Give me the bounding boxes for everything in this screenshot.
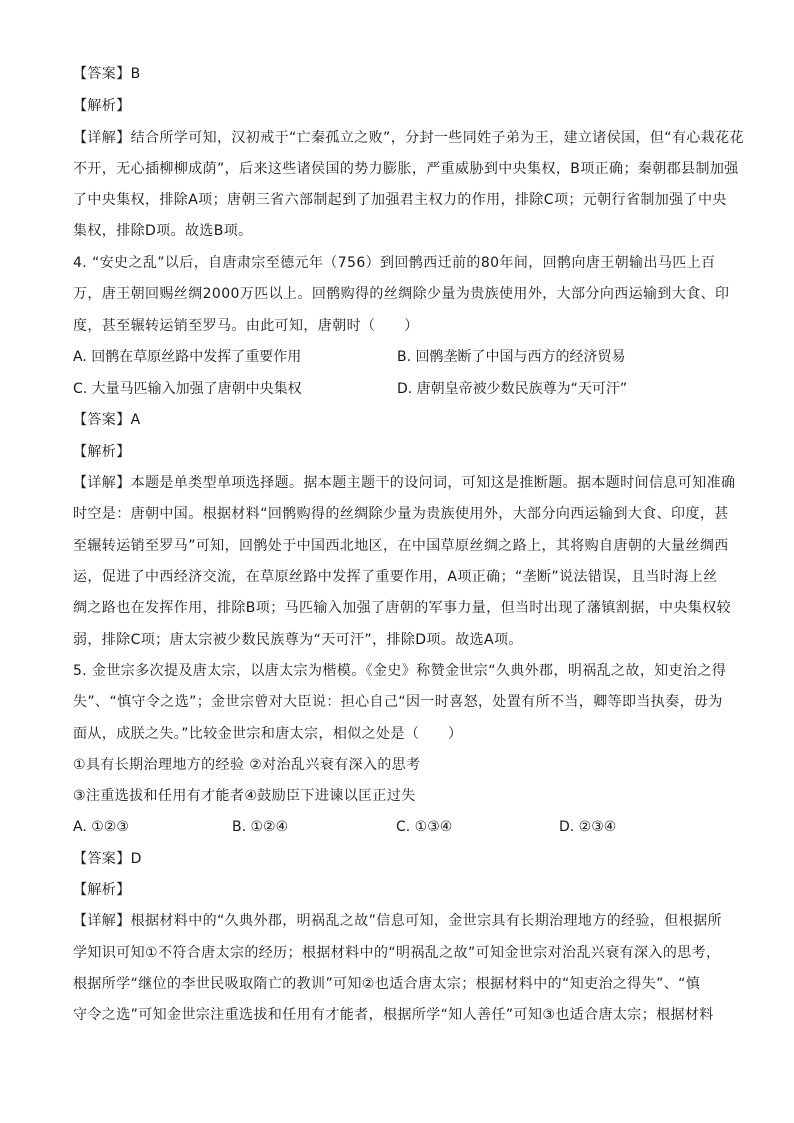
detail-q5-line3: 根据所学“继位的李世民吸取隋亡的教训”可知②也适合唐太宗；根据材料中的“知吏治之得失”、“慎: [73, 976, 701, 992]
detail-q3-line3: 了中央集权，排除A项；唐朝三省六部制起到了加强君主权力的作用，排除C项；元朝行省制加强了中央: [73, 192, 727, 208]
question-4-line3: 度，甚至辗转运销至罗马。由此可知，唐朝时（ ）: [73, 318, 419, 334]
detail-q5-line4: 守令之选”可知金世宗注重选拔和任用有才能者，根据所学“知人善任”可知③也适合唐太宗；根据材料: [73, 1007, 714, 1023]
detail-q4-line2: 时空是：唐朝中国。根据材料“回鹘购得的丝绸除少量为贵族使用外，大部分向西运输到大食、印度，甚: [73, 506, 729, 522]
answer-q5: 【答案】D: [73, 851, 142, 867]
question-4-line1: 4. “安史之乱”以后，自唐肃宗至德元年（756）到回鹘西迁前的80年间，回鹘向唐王朝输出马匹上百: [73, 255, 716, 271]
detail-q5-line1: 【详解】根据材料中的“久典外郡，明祸乱之故”信息可知，金世宗具有长期治理地方的经验，但根据所: [73, 913, 722, 929]
detail-q3-line4: 集权，排除D项。故选B项。: [73, 223, 253, 239]
detail-q4-line6: 弱，排除C项；唐太宗被少数民族尊为“天可汗”，排除D项。故选A项。: [73, 632, 523, 648]
answer-q4: 【答案】A: [73, 412, 141, 428]
detail-q3-line1: 【详解】结合所学可知，汉初戒于“亡秦孤立之败”，分封一些同姓子弟为王，建立诸侯国，但“有心栽花花: [73, 130, 744, 146]
analysis-q5: 【解析】: [73, 882, 131, 898]
answer-q3: 【答案】B: [73, 66, 141, 82]
question-5-line3: 面从，成朕之失。”比较金世宗和唐太宗，相似之处是（ ）: [73, 726, 463, 742]
question-4-line2: 万，唐王朝回赐丝绸2000万匹以上。回鹘购得的丝绸除少量为贵族使用外，大部分向西运输到大食、印: [73, 286, 730, 302]
q4-option-a: A. 回鹘在草原丝路中发挥了重要作用: [73, 349, 302, 365]
detail-q5-line2: 学知识可知①不符合唐太宗的经历；根据材料中的“明祸乱之故”可知金世宗对治乱兴衰有深入的思考，: [73, 945, 721, 961]
question-5-line2: 失”、“慎守令之选”；金世宗曾对大臣说：担心自己“因一时喜怒，处置有所不当，卿等即当执奏，毋为: [73, 694, 723, 710]
q5-option-b: B. ①②④: [232, 819, 289, 835]
q5-option-c: C. ①③④: [396, 819, 453, 835]
detail-q4-line1: 【详解】本题是单类型单项选择题。据本题主题干的设问词，可知这是推断题。据本题时间信息可知准确: [73, 475, 736, 491]
detail-q3-line2: 不开，无心插柳柳成荫”，后来这些诸侯国的势力膨胀，严重威胁到中央集权，B项正确；秦朝郡县制加强: [73, 161, 739, 177]
analysis-q4: 【解析】: [73, 444, 131, 460]
detail-q4-line4: 运，促进了中西经济交流，在草原丝路中发挥了重要作用，A项正确；“垄断”说法错误，且当时海上丝: [73, 569, 718, 585]
question-5-items-2: ③注重选拔和任用有才能者④鼓励臣下进谏以匡正过失: [73, 788, 416, 804]
q4-option-c: C. 大量马匹输入加强了唐朝中央集权: [73, 381, 302, 397]
question-5-items-1: ①具有长期治理地方的经验 ②对治乱兴衰有深入的思考: [73, 757, 421, 773]
analysis-q3: 【解析】: [73, 98, 131, 114]
q4-option-d: D. 唐朝皇帝被少数民族尊为“天可汗”: [397, 381, 628, 397]
question-5-line1: 5. 金世宗多次提及唐太宗，以唐太宗为楷模。《金史》称赞金世宗“久典外郡，明祸乱之故，知吏治之得: [73, 663, 727, 679]
q4-option-b: B. 回鹘垄断了中国与西方的经济贸易: [397, 349, 626, 365]
q5-option-d: D. ②③④: [559, 819, 617, 835]
detail-q4-line3: 至辗转运销至罗马”可知，回鹘处于中国西北地区，在中国草原丝绸之路上，其将购自唐朝的大量丝绸西: [73, 538, 729, 554]
q5-option-a: A. ①②③: [73, 819, 129, 835]
detail-q4-line5: 绸之路也在发挥作用，排除B项；马匹输入加强了唐朝的军事力量，但当时出现了藩镇割据，中央集权较: [73, 600, 732, 616]
